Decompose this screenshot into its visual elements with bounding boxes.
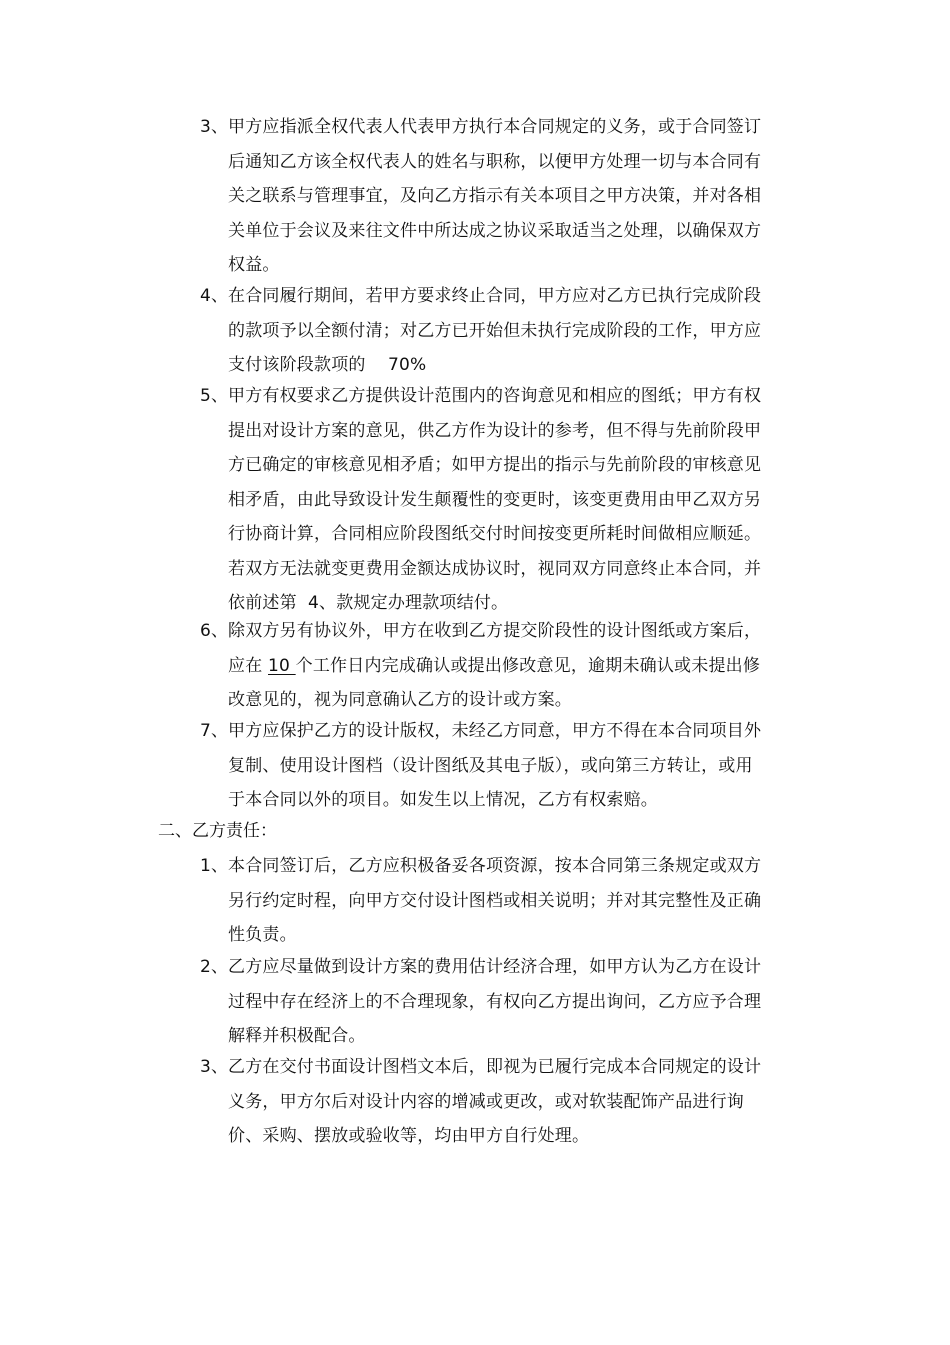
days-count-blank: 10 bbox=[268, 655, 296, 676]
clause-b2 bbox=[200, 950, 761, 1054]
clause-line: 改意见的，视为同意确认乙方的设计或方案。 bbox=[228, 690, 572, 710]
clause-a5 bbox=[200, 379, 761, 621]
clause-line: 在合同履行期间，若甲方要求终止合同，甲方应对乙方已执行完成阶段 bbox=[228, 286, 762, 306]
clause-line: 除双方另有协议外，甲方在收到乙方提交阶段性的设计图纸或方案后， bbox=[228, 621, 762, 641]
clause-a7 bbox=[200, 714, 761, 818]
clause-line: 关之联系与管理事宜，及向乙方指示有关本项目之甲方决策，并对各相 bbox=[228, 186, 762, 206]
clause-number: 2、 bbox=[200, 957, 229, 977]
clause-line: 关单位于会议及来往文件中所达成之协议采取适当之处理，以确保双方 bbox=[228, 220, 762, 241]
clause-line: 甲方有权要求乙方提供设计范围内的咨询意见和相应的图纸；甲方有权 bbox=[228, 386, 762, 406]
clause-line: 依前述第 4、款规定办理款项结付。 bbox=[228, 593, 509, 613]
clause-line: 甲方应指派全权代表人代表甲方执行本合同规定的义务，或于合同签订 bbox=[228, 117, 762, 137]
clause-line: 方已确定的审核意见相矛盾；如甲方提出的指示与先前阶段的审核意见 bbox=[228, 455, 762, 475]
clause-line: 义务，甲方尔后对设计内容的增减或更改，或对软装配饰产品进行询 bbox=[228, 1091, 744, 1112]
clause-number: 3、 bbox=[200, 1057, 229, 1077]
clause-number: 6、 bbox=[200, 621, 229, 641]
clause-line: 的款项予以全额付清；对乙方已开始但未执行完成阶段的工作，甲方应 bbox=[228, 320, 762, 341]
clause-line: 支付该阶段款项的 70% bbox=[228, 355, 427, 375]
clause-line: 本合同签订后，乙方应积极备妥各项资源，按本合同第三条规定或双方 bbox=[228, 856, 762, 876]
clause-line: 复制、使用设计图档（设计图纸及其电子版），或向第三方转让，或用 bbox=[228, 755, 753, 776]
clause-line: 另行约定时程，向甲方交付设计图档或相关说明；并对其完整性及正确 bbox=[228, 890, 762, 911]
clause-text: 应在 bbox=[228, 655, 269, 676]
clause-number: 1、 bbox=[200, 856, 229, 876]
clause-line: 乙方在交付书面设计图档文本后，即视为已履行完成本合同规定的设计 bbox=[228, 1057, 762, 1077]
clause-line: 甲方应保护乙方的设计版权，未经乙方同意，甲方不得在本合同项目外 bbox=[228, 721, 762, 741]
clause-line: 相矛盾，由此导致设计发生颠覆性的变更时，该变更费用由甲乙双方另 bbox=[228, 489, 762, 510]
clause-line: 若双方无法就变更费用金额达成协议时，视同双方同意终止本合同，并 bbox=[228, 558, 762, 579]
clause-number: 4、 bbox=[200, 286, 229, 306]
clause-line: 后通知乙方该全权代表人的姓名与职称，以便甲方处理一切与本合同有 bbox=[228, 151, 762, 172]
clause-number: 7、 bbox=[200, 721, 229, 741]
clause-a3 bbox=[200, 110, 761, 283]
clause-line-with-blank bbox=[200, 649, 761, 684]
clause-a4 bbox=[200, 279, 761, 383]
clause-line: 提出对设计方案的意见，供乙方作为设计的参考，但不得与先前阶段甲 bbox=[228, 420, 762, 441]
clause-line: 乙方应尽量做到设计方案的费用估计经济合理，如甲方认为乙方在设计 bbox=[228, 957, 762, 977]
clause-number: 3、 bbox=[200, 117, 229, 137]
clause-line: 价、采购、摆放或验收等，均由甲方自行处理。 bbox=[228, 1126, 590, 1146]
section-heading: 二、乙方责任： bbox=[158, 821, 277, 841]
clause-line: 过程中存在经济上的不合理现象，有权向乙方提出询问，乙方应予合理 bbox=[228, 991, 762, 1012]
clause-line: 解释并积极配合。 bbox=[228, 1026, 366, 1046]
clause-line: 性负责。 bbox=[228, 925, 297, 945]
clause-line: 行协商计算，合同相应阶段图纸交付时间按变更所耗时间做相应顺延。 bbox=[228, 524, 762, 544]
clause-text: 个工作日内完成确认或提出修改意见，逾期未确认或未提出修 bbox=[295, 655, 761, 676]
clause-b1 bbox=[200, 849, 761, 953]
clause-line: 于本合同以外的项目。如发生以上情况，乙方有权索赔。 bbox=[228, 790, 658, 810]
clause-number: 5、 bbox=[200, 386, 229, 406]
clause-a6 bbox=[200, 614, 761, 718]
clause-b3 bbox=[200, 1050, 761, 1154]
clause-line: 权益。 bbox=[228, 255, 280, 275]
